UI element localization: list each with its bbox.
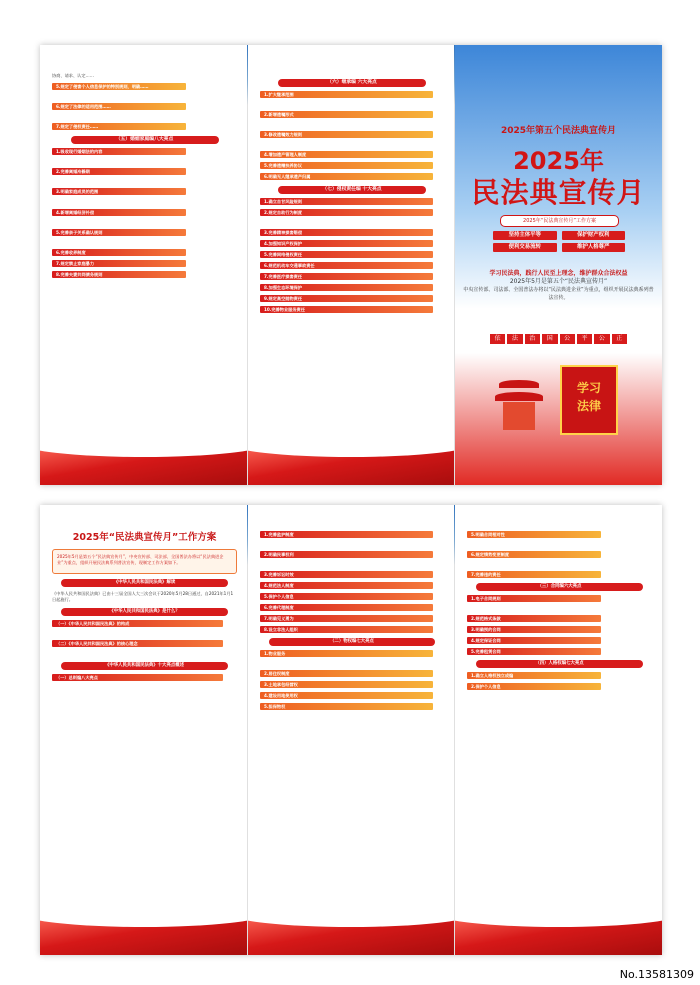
heading-bar: 1.扩大继承范围 — [260, 91, 433, 98]
heading-bar: 1.确立人格权独立成编 — [467, 672, 601, 679]
heading-bar: 5.担保物权 — [260, 703, 433, 710]
principle-tag: 坚持主体平等 — [493, 231, 557, 240]
heading-bar: 2.居住权制度 — [260, 670, 433, 677]
outer-panel-middle-content — [260, 73, 444, 445]
heading-bar: 6.规定了法律的适用范围…… — [52, 103, 186, 110]
heading-bar: 8.加强生态环境保护 — [260, 284, 433, 291]
brochure-outer-side — [40, 45, 662, 485]
principle-grid — [493, 231, 625, 252]
heading-bar: 5.完善网络侵权责任 — [260, 251, 433, 258]
heading-bar: 6.明确无人继承遗产归属 — [260, 173, 433, 180]
heading-bar: 7.完善违约责任 — [467, 571, 601, 578]
intro-text: 2025年5月是第五个“民法典宣传月”，中央宣传部、司法部、全国普法办将以“民法典进企业”为重点，组织开展民法典系列普法宣传，现制定工作方案如下。 — [57, 554, 224, 566]
strip-char: 正 — [612, 334, 627, 344]
strip-char: 国 — [542, 334, 557, 344]
heading-bar: 6.完善收养制度 — [52, 249, 186, 256]
section-banner: （四）人格权编七大亮点 — [476, 660, 643, 668]
red-wave-decoration — [248, 913, 454, 955]
red-wave-decoration — [40, 913, 247, 955]
heading-bar: 1.完善监护制度 — [260, 531, 433, 538]
heading-bar: 2.明确民事权利 — [260, 551, 433, 558]
cover-title: 民法典宣传月 — [471, 176, 646, 209]
outer-panel-left — [40, 45, 247, 485]
paragraph — [52, 239, 237, 245]
strip-char: 治 — [525, 334, 540, 344]
law-book-illustration: 学习 法律 — [560, 365, 618, 435]
heading-bar: 9.规定高空抛物责任 — [260, 295, 433, 302]
cover-strip — [490, 334, 627, 344]
paragraph — [52, 113, 237, 119]
heading-bar: 5.保护个人信息 — [260, 593, 433, 600]
heading-bar: 2.规范格式条款 — [467, 615, 601, 622]
paragraph — [260, 121, 444, 127]
strip-char: 公 — [594, 334, 609, 344]
paragraph — [52, 178, 237, 184]
paragraph — [52, 650, 237, 656]
slogan-line: 学习民法典，践行人民至上理念，维护群众合法权益 — [489, 270, 628, 277]
paragraph — [52, 198, 237, 204]
red-wave-decoration — [455, 913, 662, 955]
heading-bar: 7.规定禁止家庭暴力 — [52, 260, 186, 267]
outer-panel-middle — [248, 45, 454, 485]
heading-bar: 2.完善离婚冷静期 — [52, 168, 186, 175]
heading-bar: 3.土地承包经营权 — [260, 681, 433, 688]
section-banner: （三）合同编六大亮点 — [476, 583, 643, 591]
heading-bar: 4.规定保证合同 — [467, 637, 601, 644]
heading-bar: 2.新增遗嘱形式 — [260, 111, 433, 118]
paragraph — [52, 93, 237, 99]
strip-char: 平 — [577, 334, 592, 344]
heading-bar: 1.电子合同规则 — [467, 595, 601, 602]
heading-bar: 1.物业服务 — [260, 650, 433, 657]
red-wave-decoration — [40, 443, 247, 485]
strip-char: 依 — [490, 334, 505, 344]
section-banner: 《中华人民共和国民法典》是什么？ — [61, 608, 228, 616]
strip-char: 法 — [507, 334, 522, 344]
strip-char: 公 — [560, 334, 575, 344]
heading-bar: 5.完善亲子关系确认规则 — [52, 229, 186, 236]
cover-panel — [455, 45, 662, 485]
paragraph — [52, 630, 237, 636]
outer-panel-left-content — [52, 73, 237, 445]
heading-bar: 4.规范法人制度 — [260, 582, 433, 589]
red-wave-decoration — [248, 443, 454, 485]
plan-pill: 2025年“民法典宣传月”工作方案 — [500, 215, 619, 227]
heading-bar: 4.建设用地使用权 — [260, 692, 433, 699]
principle-tag: 维护人格尊严 — [562, 243, 626, 252]
section-banner: （六）继承编 六大亮点 — [278, 79, 425, 87]
heading-bar: 6.规定情势变更制度 — [467, 551, 601, 558]
paragraph: 《中华人民共和国民法典》已由十三届全国人大三次会议于2020年5月28日通过，自2021年1月1日起施行。 — [52, 591, 234, 603]
temple-illustration — [495, 380, 543, 430]
cover-slogan — [463, 270, 654, 302]
inner-panel-middle — [248, 505, 454, 955]
heading-bar: 10.完善物业服务责任 — [260, 306, 433, 313]
inner-panel-left-content — [52, 515, 237, 915]
heading-bar: 3.完善诉讼时效 — [260, 571, 433, 578]
inner-panel-left — [40, 505, 247, 955]
principle-tag: 保护财产权利 — [562, 231, 626, 240]
heading-bar: 5.规定了侵害个人信息保护的特别规则，明确…… — [52, 83, 186, 90]
paragraph — [52, 158, 237, 164]
inner-panel-right-content — [467, 527, 652, 915]
section-banner: 《中华人民共和国民法典》解读 — [61, 579, 228, 587]
paragraph: 协商、请求、认定…… — [52, 73, 94, 78]
paragraph — [467, 605, 652, 611]
paragraph — [260, 219, 444, 225]
heading-bar: 4.新增离婚经济补偿 — [52, 209, 186, 216]
section-banner: （二）物权编七大亮点 — [269, 638, 435, 646]
cover-subtitle: 2025年第五个民法典宣传月 — [500, 126, 617, 136]
heading-bar: 5.完善租赁合同 — [467, 648, 601, 655]
image-id-label: No.13581309 — [619, 968, 694, 981]
inner-panel-middle-content — [260, 527, 444, 915]
heading-bar: 8.设立非法人组织 — [260, 626, 433, 633]
paragraph — [260, 141, 444, 147]
heading-bar: 7.明确见义勇为 — [260, 615, 433, 622]
heading-bar: 8.完善夫妻共同债务规则 — [52, 271, 186, 278]
heading-bar: 3.明确家庭成员的范围 — [52, 188, 186, 195]
heading-bar: 3.明确预约合同 — [467, 626, 601, 633]
section-banner: 《中华人民共和国民法典》十大亮点概述 — [61, 662, 228, 670]
intro-box — [52, 549, 237, 574]
cover-background — [455, 45, 662, 485]
paragraph — [260, 561, 444, 567]
paragraph — [260, 101, 444, 107]
heading-bar: 4.加强知识产权保护 — [260, 240, 433, 247]
heading-bar: 4.增加遗产管理人制度 — [260, 151, 433, 158]
heading-bar: 5.明确合同相对性 — [467, 531, 601, 538]
paragraph — [467, 561, 652, 567]
heading-bar: 2.规定自助行为制度 — [260, 209, 433, 216]
plan-title: 2025年“民法典宣传月”工作方案 — [72, 532, 217, 543]
paragraph — [260, 541, 444, 547]
heading-bar: 7.规定了侵权责任…… — [52, 123, 186, 130]
paragraph — [260, 660, 444, 666]
slogan-line: 2025年5月是第五个“民法典宣传月” — [509, 278, 608, 285]
brochure-inner-side — [40, 505, 662, 955]
section-banner: （五）婚姻家庭编八大亮点 — [71, 136, 219, 144]
paragraph — [52, 219, 237, 225]
heading-bar: 5.完善遗赠扶养协议 — [260, 162, 433, 169]
section-banner: （七）侵权责任编 十大亮点 — [278, 186, 425, 194]
heading-bar: 3.完善精神损害赔偿 — [260, 229, 433, 236]
heading-bar: （一）《中华人民共和国民法典》的构成 — [52, 620, 223, 627]
slogan-line: 中央宣传部、司法部、全国普法办将以“民法典进企业”为重点，组织开展民法典系列普法宣传。 — [463, 287, 654, 301]
heading-bar: 7.完善医疗损害责任 — [260, 273, 433, 280]
heading-bar: 1.吸收现行婚姻法的内容 — [52, 148, 186, 155]
heading-bar: 6.规范机动车交通事故责任 — [260, 262, 433, 269]
heading-bar: 2.保护个人信息 — [467, 683, 601, 690]
cover-year: 2025年 — [513, 147, 604, 175]
heading-bar: （一）总则编八大亮点 — [52, 674, 223, 681]
heading-bar: （二）《中华人民共和国民法典》的核心理念 — [52, 640, 223, 647]
inner-panel-right — [455, 505, 662, 955]
heading-bar: 6.完善代理制度 — [260, 604, 433, 611]
paragraph — [467, 541, 652, 547]
heading-bar: 3.修改遗嘱效力规则 — [260, 131, 433, 138]
heading-bar: 1.确立自甘风险规则 — [260, 198, 433, 205]
principle-tag: 便利交易流转 — [493, 243, 557, 252]
